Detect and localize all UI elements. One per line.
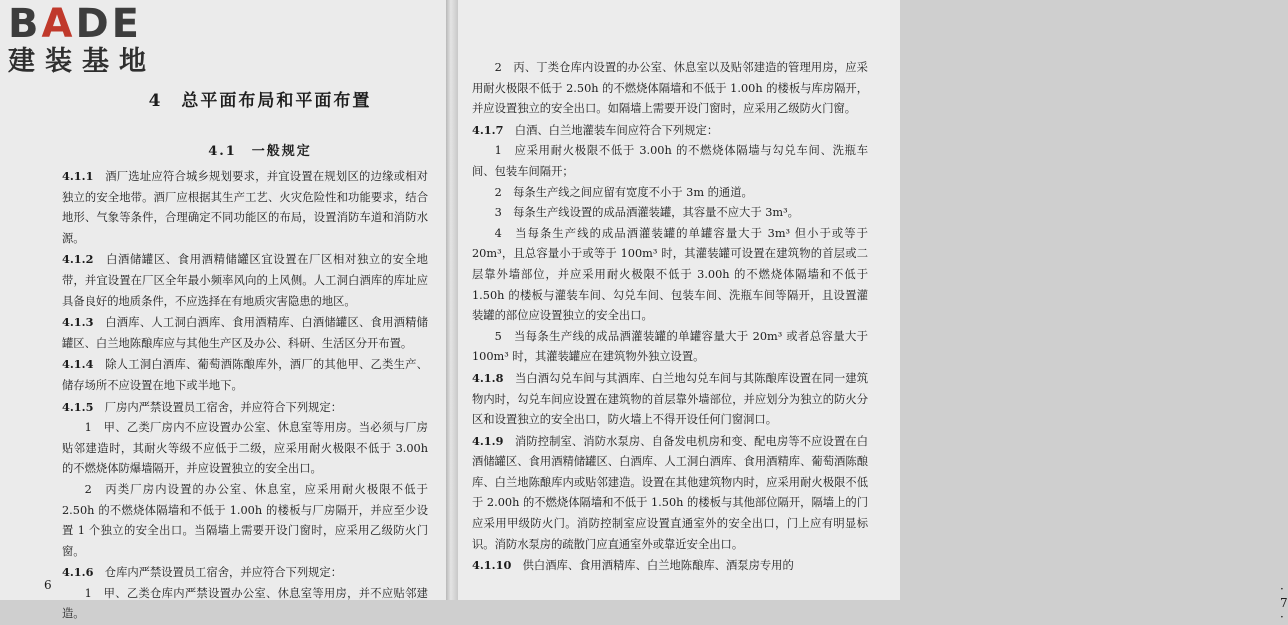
sub-clause (62, 584, 428, 625)
sub-clause (62, 480, 428, 562)
item-text: 甲、乙类厂房内不应设置办公室、休息室等用房。当必须与厂房贴邻建造时，其耐火等级不应低于二级，应采用耐火极限不低于 3.00h 的不燃烧体防爆墙隔开，并应设置独立的安全出口。 (62, 421, 428, 476)
clause (472, 368, 868, 431)
clause-text: 白酒储罐区、食用酒精储罐区宜设置在厂区相对独立的安全地带，并宜设置在厂区全年最小频率风向的上风侧。人工洞白酒库的库址应具备良好的地质条件，不应选择在有地质灾害隐患的地区。 (62, 253, 428, 308)
clause (472, 555, 868, 577)
clause (62, 397, 428, 419)
sub-clause (472, 183, 868, 204)
item-text: 当每条生产线的成品酒灌装罐的单罐容量大于 3m³ 但小于或等于 20m³，且总容量小于或等于 100m³ 时，其灌装罐可设置在建筑物的首层或二层靠外墙部位，并应采用耐火极限不低于 3.00h 的不燃烧体隔墙和不低于 1.50h 的楼板与灌装车间、勾兑车间、包装车间、洗瓶车间等隔开，且设置灌装罐的部位应设置独立的安全出口。 (472, 226, 868, 323)
sub-clause (472, 327, 868, 368)
chapter-title: 4 总平面布局和平面布置 (148, 91, 372, 111)
logo-wordmark (8, 2, 156, 46)
clause-number: 4.1.6 (62, 565, 94, 580)
clause-number: 4.1.2 (62, 252, 94, 267)
logo-chinese: 建装基地 (8, 46, 156, 77)
clause-text: 白酒、白兰地灌装车间应符合下列规定： (514, 123, 719, 137)
item-text: 丙类厂房内设置的办公室、休息室，应采用耐火极限不低于 2.50h 的不燃烧体隔墙和不低于 1.00h 的楼板与厂房隔开，并应至少设置 1 个独立的安全出口。当隔墙上需要开设门窗时，应采用乙级防火门窗。 (62, 482, 428, 558)
logo-accent-letter: A (41, 1, 76, 47)
clause-number: 4.1.9 (472, 433, 504, 448)
clause (472, 120, 868, 142)
clause (62, 249, 428, 312)
item-number: 5 (494, 329, 502, 343)
item-text: 应采用耐火极限不低于 3.00h 的不燃烧体隔墙与勾兑车间、洗瓶车间、包装车间隔开； (472, 144, 868, 178)
item-number: 4 (494, 226, 502, 240)
item-number: 1 (84, 586, 92, 600)
item-text: 丙、丁类仓库内设置的办公室、休息室以及贴邻建造的管理用房，应采用耐火极限不低于 2.50h 的不燃烧体隔墙和不低于 1.00h 的楼板与库房隔开，并应设置独立的安全出口。如隔墙上需要开设门窗时，应采用乙级防火门窗。 (472, 61, 868, 116)
logo-suffix: DE (75, 1, 142, 47)
page-number-right: · 7 · (1280, 582, 1288, 624)
logo-prefix: B (8, 1, 42, 47)
item-number: 2 (494, 61, 502, 74)
clause-number: 4.1.8 (472, 370, 504, 385)
item-number: 1 (494, 144, 502, 158)
right-page (458, 0, 1288, 624)
item-text: 每条生产线设置的成品酒灌装罐，其容量不应大于 3m³。 (513, 206, 799, 220)
clause-text: 当白酒勾兑车间与其酒库、白兰地勾兑车间与其陈酿库设置在同一建筑物内时，勾兑车间应设置在建筑物的首层靠外墙部位，并应划分为独立的防火分区和设置独立的安全出口，防火墙上不得开设任何门窗洞口。 (472, 371, 868, 427)
sub-clause (62, 418, 428, 480)
clause-text: 消防控制室、消防水泵房、自备发电机房和变、配电房等不应设置在白酒储罐区、食用酒精储罐区、白酒库、人工洞白酒库、食用酒精库、葡萄酒陈酿库、白兰地陈酿库内或贴邻建造。设置在其他建筑物内时，应采用耐火极限不低于 2.00h 的不燃烧体隔墙和不低于 1.50h 的楼板与其他部位隔开，隔墙上的门应采用甲级防火门。消防控制室应设置直通室外的安全出口，门上应有明显标识。消防水泵房的疏散门应直通室外或靠近安全出口。 (472, 434, 868, 551)
clause (62, 312, 428, 354)
clause-text: 酒厂选址应符合城乡规划要求，并宜设置在规划区的边缘或相对独立的安全地带。酒厂应根据其生产工艺、火灾危险性和功能要求，结合地形、气象等条件，合理确定不同功能区的布局，设置消防车道和消防水源。 (62, 170, 428, 245)
clause-number: 4.1.7 (472, 122, 504, 137)
clause-number: 4.1.10 (472, 558, 512, 573)
item-number: 2 (494, 185, 502, 199)
section-title: 4.1 一般规定 (208, 144, 312, 159)
sub-clause (472, 203, 868, 224)
book-gutter (446, 0, 458, 600)
clause-text: 除人工洞白酒库、葡萄酒陈酿库外，酒厂的其他甲、乙类生产、储存场所不应设置在地下或半地下。 (62, 358, 428, 392)
right-body (472, 58, 868, 577)
clause-text: 仓库内严禁设置员工宿舍，并应符合下列规定： (104, 566, 343, 580)
logo (8, 2, 156, 78)
sub-clause (472, 141, 868, 182)
item-number: 3 (494, 206, 502, 220)
item-text: 每条生产线之间应留有宽度不小于 3m 的通道。 (513, 185, 753, 199)
item-number: 2 (84, 482, 92, 496)
left-page (0, 0, 446, 621)
sub-clause (472, 58, 868, 120)
item-text: 甲、乙类仓库内严禁设置办公室、休息室等用房，并不应贴邻建造。 (62, 586, 428, 621)
clause-number: 4.1.1 (62, 169, 94, 183)
clause (62, 562, 428, 584)
sub-clause (472, 224, 868, 327)
item-number: 1 (84, 421, 92, 435)
page-number-left: 6 (44, 578, 52, 592)
item-text: 当每条生产线的成品酒灌装罐的单罐容量大于 20m³ 或者总容量大于 100m³ 时，其灌装罐应在建筑物外独立设置。 (472, 329, 868, 364)
clause (472, 431, 868, 556)
clause (62, 166, 428, 249)
left-body (62, 166, 428, 625)
clause-number: 4.1.4 (62, 357, 94, 372)
clause-text: 白酒库、人工洞白酒库、食用酒精库、白酒储罐区、食用酒精储罐区、白兰地陈酿库应与其他生产区及办公、科研、生活区分开布置。 (62, 316, 428, 350)
clause-number: 4.1.3 (62, 315, 94, 330)
clause-text: 厂房内严禁设置员工宿舍，并应符合下列规定： (104, 400, 343, 414)
clause-text: 供白酒库、食用酒精库、白兰地陈酿库、酒泵房专用的 (522, 559, 794, 573)
clause (62, 354, 428, 396)
clause-number: 4.1.5 (62, 399, 94, 414)
